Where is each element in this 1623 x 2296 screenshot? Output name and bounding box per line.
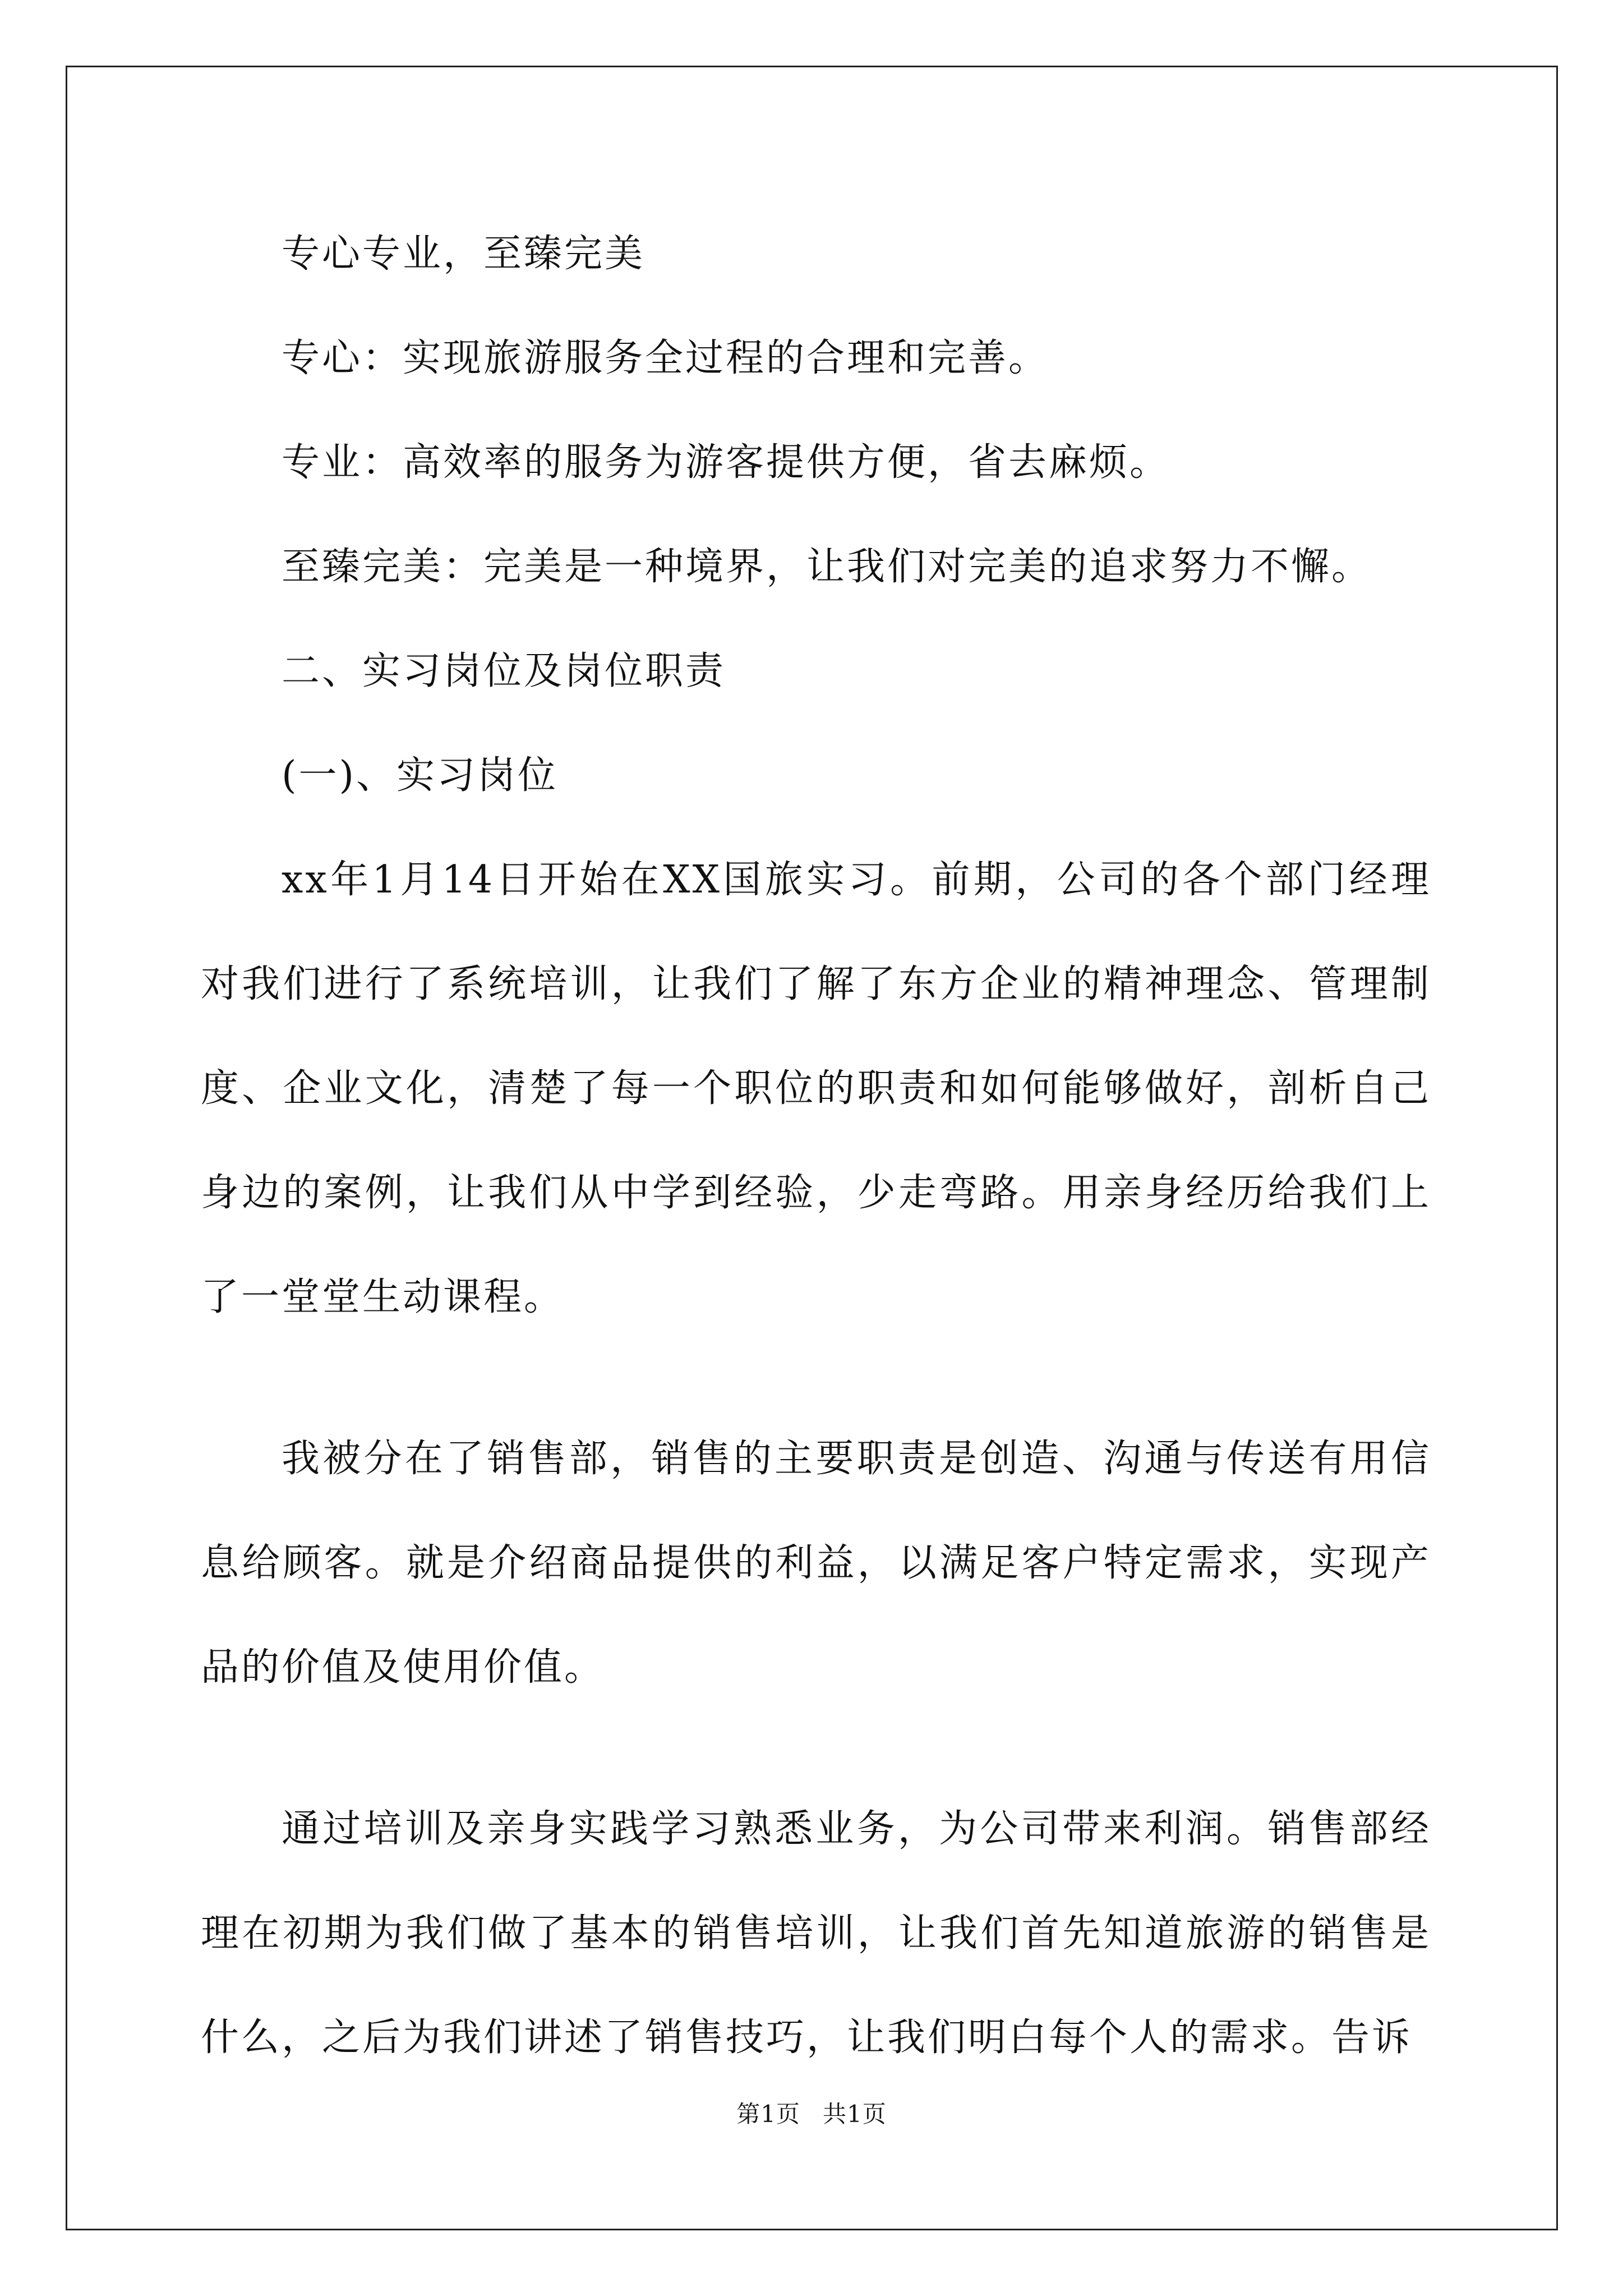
paragraph-sales-dept: 我被分在了销售部，销售的主要职责是创造、沟通与传送有用信息给顾客。就是介绍商品提供的利益，以满足客户特定需求，实现产品的价值及使用价值。 bbox=[201, 1437, 1431, 1690]
motto-line-professional: 专业：高效率的服务为游客提供方便，省去麻烦。 bbox=[282, 440, 1170, 485]
page-total: 共1页 bbox=[823, 2100, 887, 2128]
motto-heading: 专心专业，至臻完美 bbox=[282, 232, 645, 276]
motto-line-focus: 专心：实现旅游服务全过程的合理和完善。 bbox=[282, 336, 1049, 380]
page-number: 第1页 bbox=[736, 2100, 800, 2128]
page-footer bbox=[0, 2096, 1623, 2129]
paragraph-practice: 通过培训及亲身实践学习熟悉业务，为公司带来利润。销售部经理在初期为我们做了基本的销售培训，让我们首先知道旅游的销售是什么，之后为我们讲述了销售技巧，让我们明白每个人的需求。告诉 bbox=[201, 1807, 1431, 2060]
paragraph-training: xx年1月14日开始在XX国旅实习。前期，公司的各个部门经理对我们进行了系统培训，让我们了解了东方企业的精神理念、管理制度、企业文化，清楚了每一个职位的职责和如何能够做好，剖析自己身边的案例，让我们从中学到经验，少走弯路。用亲身经历给我们上了一堂堂生动课程。 bbox=[201, 858, 1431, 1319]
section-heading: 二、实习岗位及岗位职责 bbox=[282, 649, 726, 693]
motto-line-perfection: 至臻完美：完美是一种境界，让我们对完美的追求努力不懈。 bbox=[282, 545, 1372, 589]
document-body bbox=[201, 202, 1431, 2147]
subsection-heading: (一)、实习岗位 bbox=[282, 753, 559, 798]
